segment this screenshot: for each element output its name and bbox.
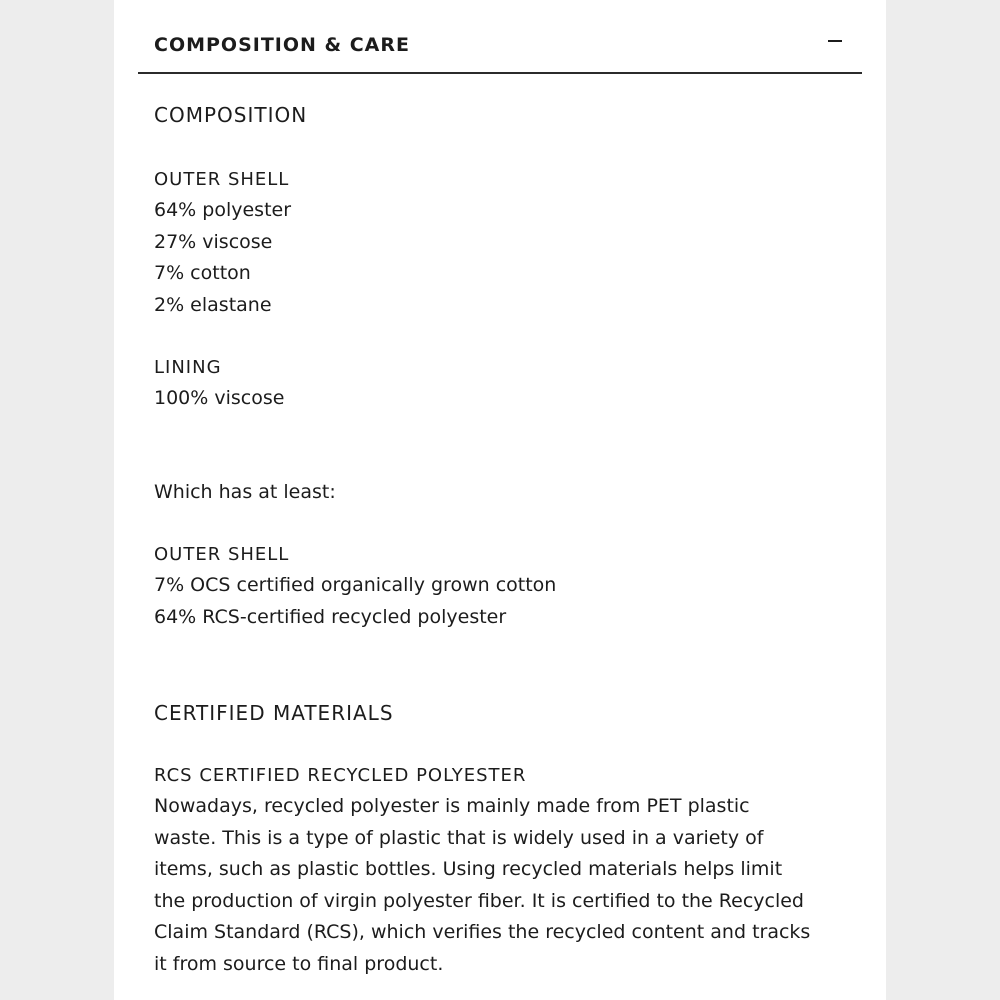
certified-materials-heading: CERTIFIED MATERIALS — [154, 701, 394, 725]
rcs-description-line: waste. This is a type of plastic that is widely used in a variety of — [154, 826, 764, 849]
rcs-description-line: it from source to final product. — [154, 952, 444, 975]
lining-label: LINING — [154, 357, 222, 378]
composition-line: 7% cotton — [154, 262, 251, 284]
composition-line: 100% viscose — [154, 387, 285, 409]
accordion-title: COMPOSITION & CARE — [154, 34, 410, 56]
composition-care-accordion-header[interactable] — [138, 0, 862, 74]
outer-shell-label: OUTER SHELL — [154, 169, 290, 190]
accordion-content — [154, 99, 854, 980]
rcs-label: RCS CERTIFIED RECYCLED POLYESTER — [154, 765, 527, 786]
composition-line: 2% elastane — [154, 293, 272, 316]
outer-shell-label: OUTER SHELL — [154, 544, 290, 565]
product-details-panel — [114, 0, 886, 1000]
composition-line: 64% polyester — [154, 199, 292, 221]
composition-heading: COMPOSITION — [154, 103, 308, 127]
at-least-intro: Which has at least: — [154, 480, 336, 503]
rcs-description-line: items, such as plastic bottles. Using recycled materials helps limit — [154, 858, 783, 880]
rcs-description-line: the production of virgin polyester fiber. It is certified to the Recycled — [154, 889, 804, 912]
composition-line: 27% viscose — [154, 230, 273, 253]
rcs-description-line: Claim Standard (RCS), which verifies the recycled content and tracks — [154, 921, 811, 943]
certified-composition-line: 64% RCS-certified recycled polyester — [154, 605, 507, 628]
certified-composition-line: 7% OCS certified organically grown cotton — [154, 574, 557, 596]
minus-icon[interactable] — [828, 40, 842, 42]
rcs-description-line: Nowadays, recycled polyester is mainly made from PET plastic — [154, 795, 750, 817]
